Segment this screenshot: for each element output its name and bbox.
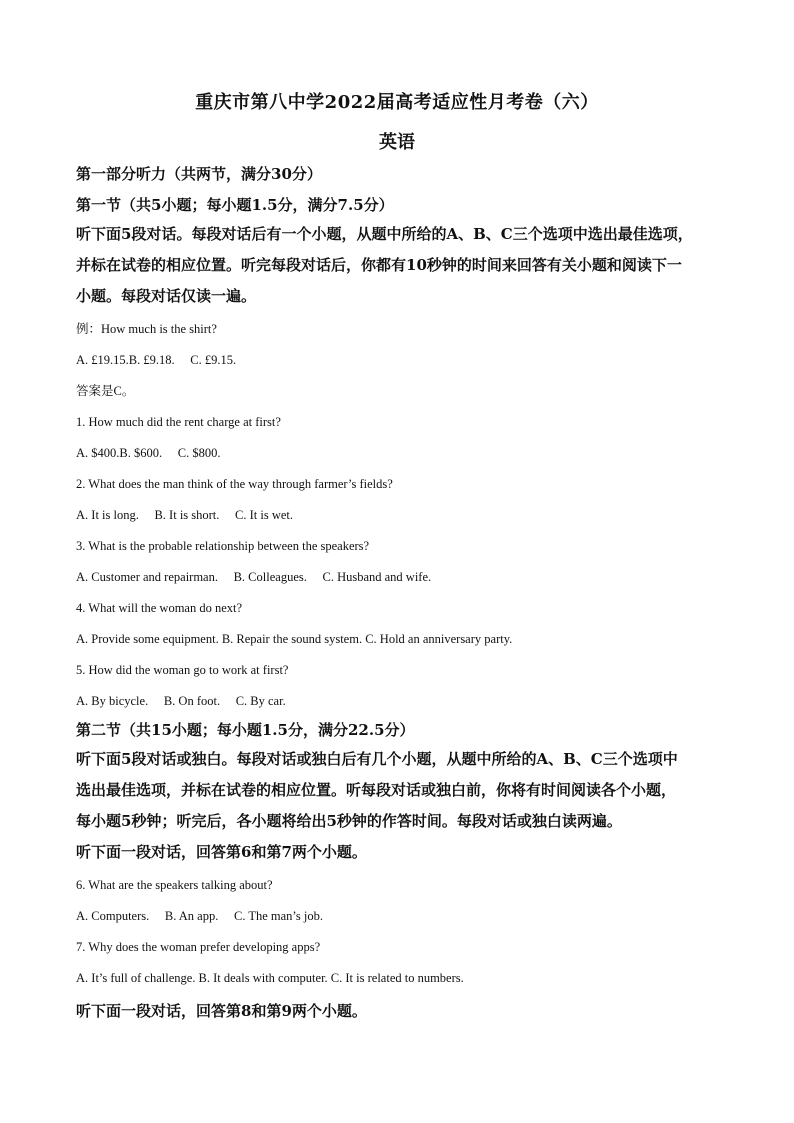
question-5: 5. How did the woman go to work at first? bbox=[76, 663, 289, 677]
question-7-options: A. It’s full of challenge. B. It deals with computer. C. It is related to numbers. bbox=[76, 971, 464, 985]
question-3: 3. What is the probable relationship between the speakers? bbox=[76, 539, 370, 553]
example-question: 例：How much is the shirt? bbox=[76, 322, 217, 336]
subject-title: 英语 bbox=[379, 132, 415, 153]
exam-title: 重庆市第八中学2022届高考适应性月考卷（六） bbox=[195, 92, 599, 113]
part1-heading: 第一部分听力（共两节，满分30分） bbox=[76, 165, 322, 183]
section2-instructions-line: 选出最佳选项，并标在试卷的相应位置。听每段对话或独白前，你将有时间阅读各个小题， bbox=[76, 781, 677, 799]
question-2: 2. What does the man think of the way through farmer’s fields? bbox=[76, 477, 393, 491]
question-4-options: A. Provide some equipment. B. Repair the sound system. C. Hold an anniversary party. bbox=[76, 632, 513, 646]
question-3-options: A. Customer and repairman. B. Colleagues. C. Husband and wife. bbox=[76, 570, 432, 584]
question-2-options: A. It is long. B. It is short. C. It is wet. bbox=[76, 508, 294, 522]
question-6-options: A. Computers. B. An app. C. The man’s job. bbox=[76, 909, 323, 923]
section2-instructions-line: 每小题5秒钟；听完后，各小题将给出5秒钟的作答时间。每段对话或独白读两遍。 bbox=[76, 812, 622, 830]
question-6: 6. What are the speakers talking about? bbox=[76, 878, 273, 892]
section1-instructions-line: 听下面5段对话。每段对话后有一个小题，从题中所给的A、B、C三个选项中选出最佳选项， bbox=[76, 225, 693, 243]
section1-heading: 第一节（共5小题；每小题1.5分，满分7.5分） bbox=[76, 196, 394, 214]
section2-heading: 第二节（共15小题；每小题1.5分，满分22.5分） bbox=[76, 721, 415, 739]
question-1: 1. How much did the rent charge at first? bbox=[76, 415, 281, 429]
example-answer: 答案是C。 bbox=[76, 384, 135, 398]
question-4: 4. What will the woman do next? bbox=[76, 601, 243, 615]
section1-instructions-line: 小题。每段对话仅读一遍。 bbox=[76, 287, 257, 305]
question-1-options: A. $400.B. $600. C. $800. bbox=[76, 446, 221, 460]
exam-content bbox=[76, 163, 728, 1027]
dialog-8-heading: 听下面一段对话，回答第8和第9两个小题。 bbox=[76, 1002, 367, 1020]
question-5-options: A. By bicycle. B. On foot. C. By car. bbox=[76, 694, 286, 708]
example-options: A. £19.15.B. £9.18. C. £9.15. bbox=[76, 353, 237, 367]
section2-instructions-line: 听下面5段对话或独白。每段对话或独白后有几个小题，从题中所给的A、B、C三个选项中 bbox=[76, 750, 678, 768]
section1-instructions-line: 并标在试卷的相应位置。听完每段对话后，你都有10秒钟的时间来回答有关小题和阅读下一 bbox=[76, 256, 682, 274]
question-7: 7. Why does the woman prefer developing apps? bbox=[76, 940, 321, 954]
dialog-6-heading: 听下面一段对话，回答第6和第7两个小题。 bbox=[76, 843, 367, 861]
